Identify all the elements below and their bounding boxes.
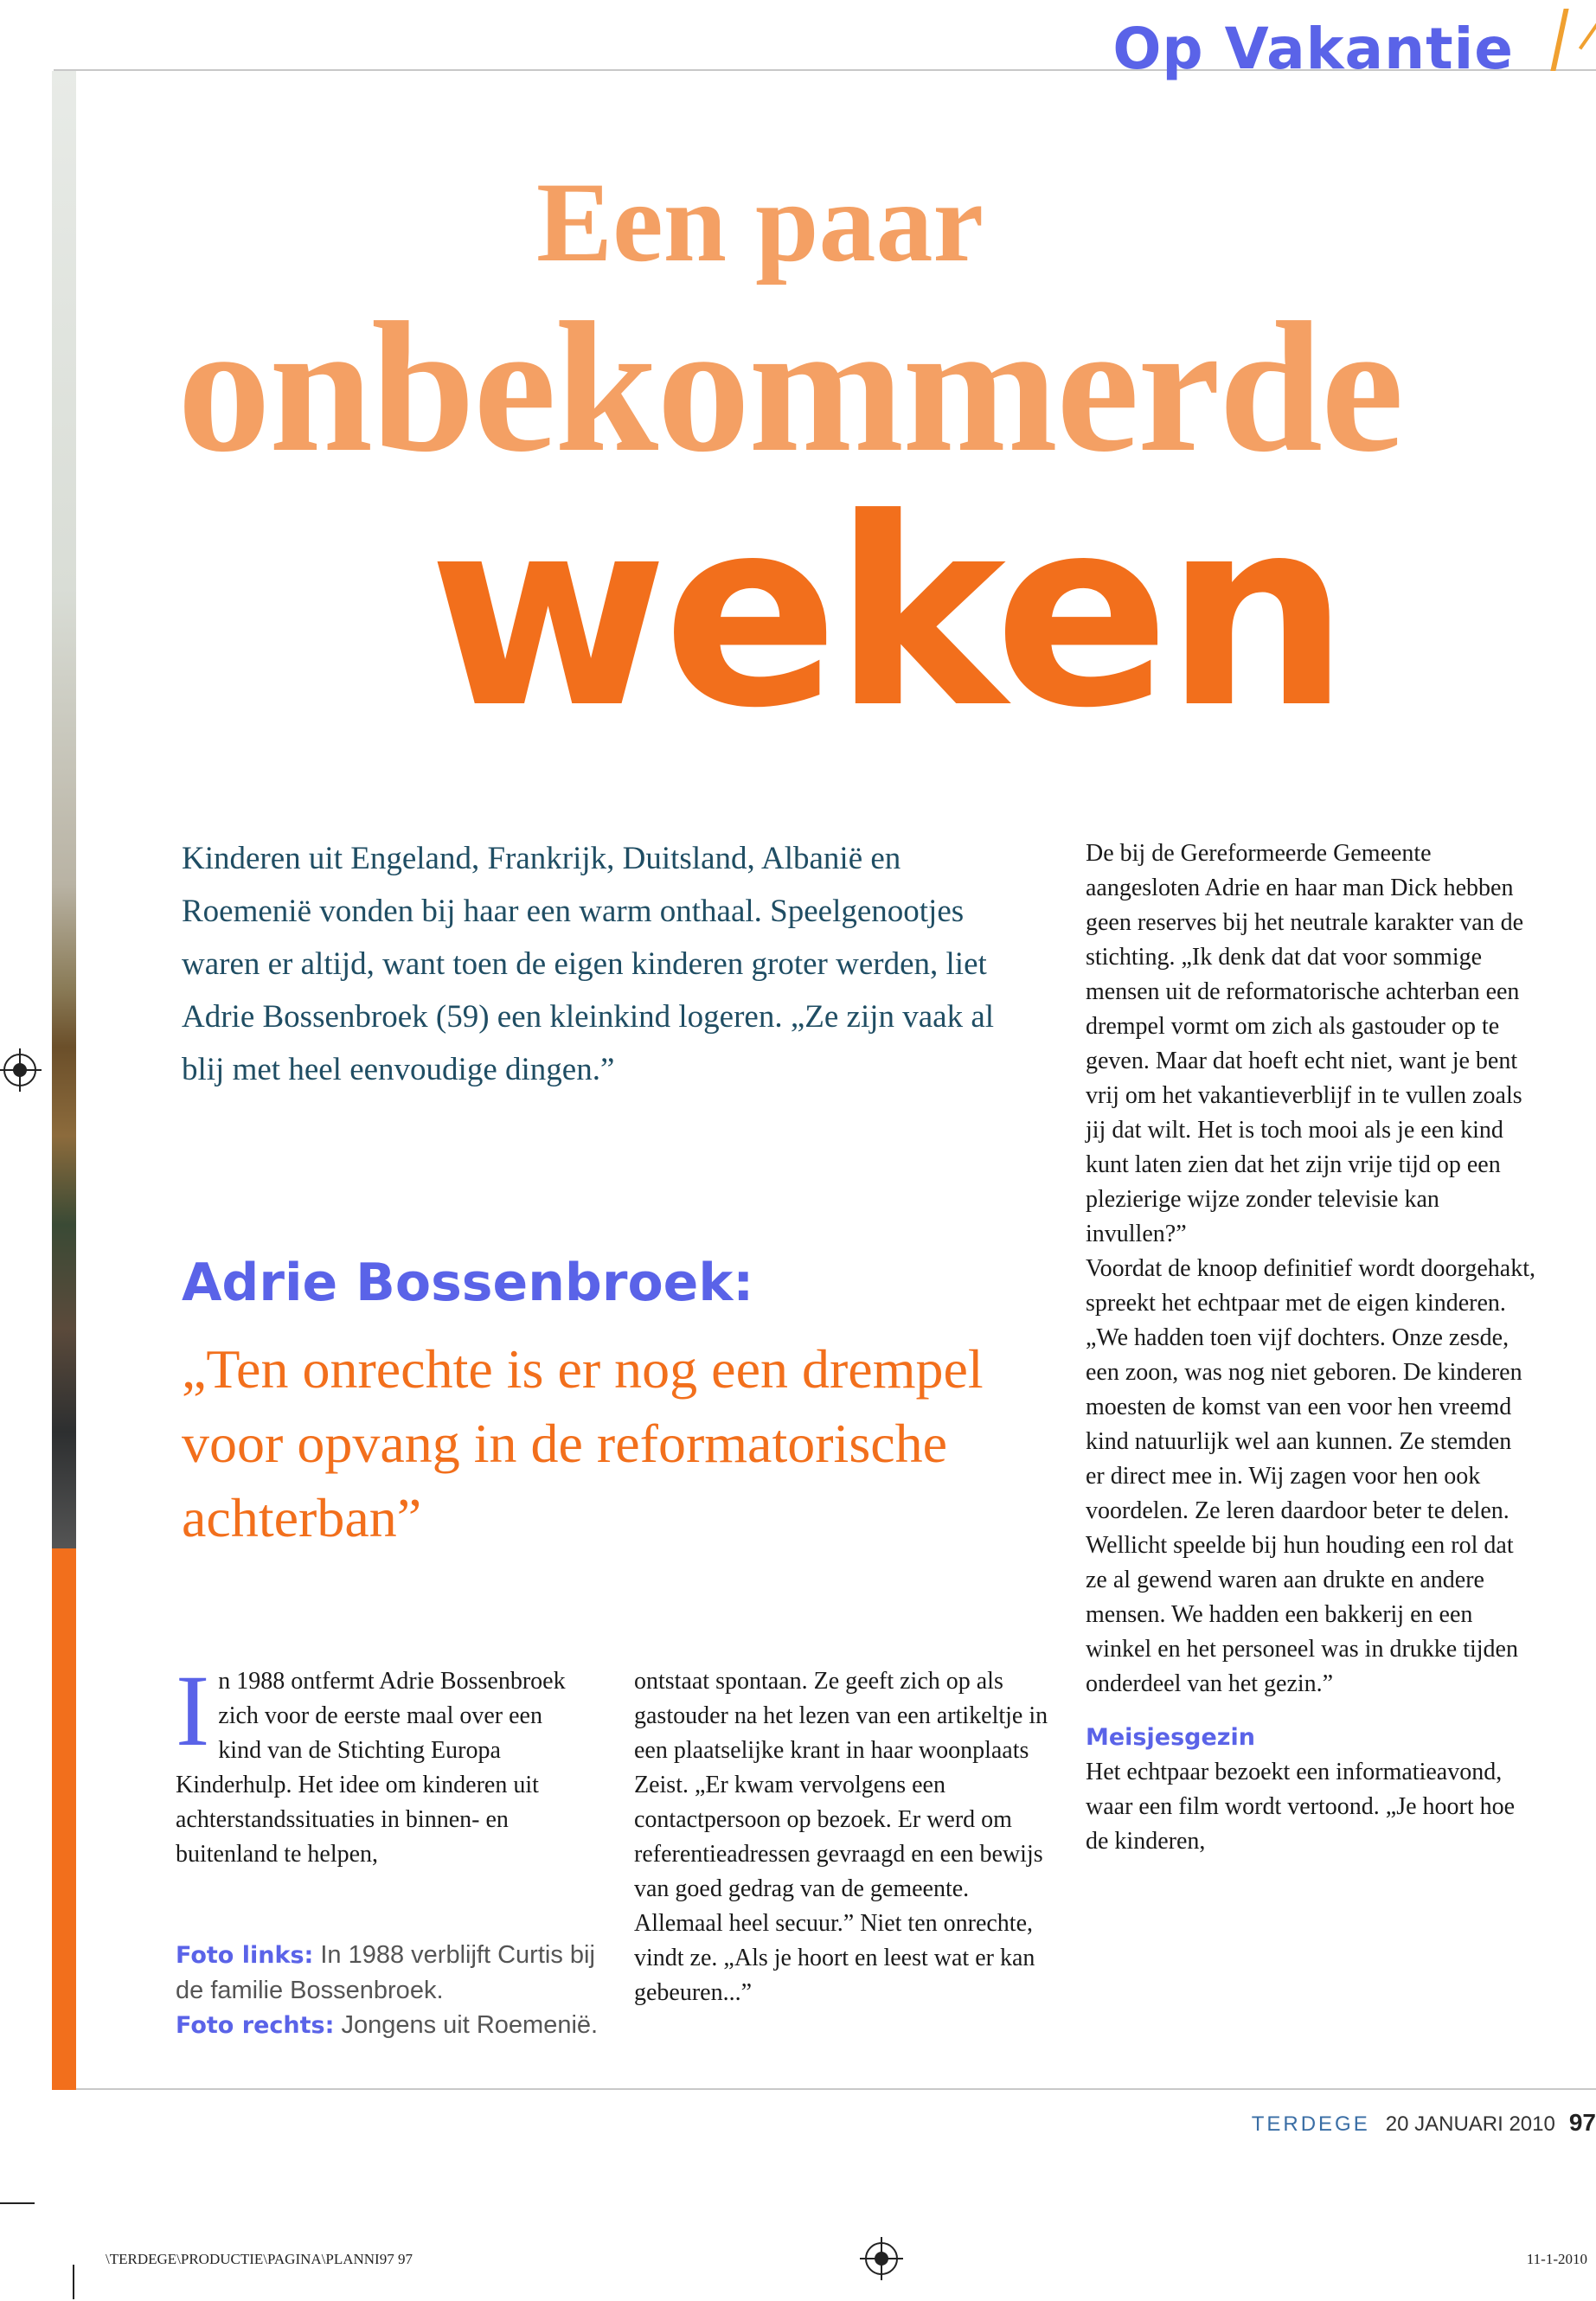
page-frame-bottom	[54, 2088, 1596, 2090]
registration-mark-left	[3, 1054, 36, 1086]
caption-left-label: Foto links:	[176, 1942, 314, 1969]
caption-right-label: Foto rechts:	[176, 2012, 335, 2039]
column-3-paragraph-2: Voordat de knoop definitief wordt doorgehakt, spreekt het echtpaar met de eigen kinderen. „We hadden toen vijf dochters. Onze zesde, een zoon, was nog niet geboren. De kinderen moesten de komst van een voor hen vreemd kind natuurlijk wel aan kunnen. Ze stemden er direct mee in. Wij zagen voor hen ook voordelen. Ze leren daardoor beter te delen. Wellicht speelde bij hun houding een rol dat ze al gewend waren aan drukte en andere mensen. We hadden een bakkerij en een winkel en het personeel was in drukke tijden onderdeel van het gezin.”	[1086, 1255, 1535, 1697]
corner-decoration-stroke	[1579, 19, 1596, 49]
column-1-text: n 1988 ontfermt Adrie Bossenbroek zich voor de eerste maal over een kind van de Stichting Europa Kinderhulp. Het idee om kinderen uit achterstandssituaties in binnen- en buitenland te helpen,	[176, 1668, 566, 1868]
article-column-1	[176, 1654, 591, 1872]
article-column-3	[1086, 836, 1535, 1859]
headline-line-2: onbekommerde	[177, 284, 1402, 490]
headline-line-3: weken	[428, 463, 1345, 765]
intro-paragraph: Kinderen uit Engeland, Frankrijk, Duitsland, Albanië en Roemenië vonden bij haar een warm onthaal. Speelgenootjes waren er altijd, want toen de eigen kinderen groter werden, liet Adrie Bossenbroek (59) een kleinkind logeren. „Ze zijn vaak al blij met heel eenvoudige dingen.”	[182, 841, 995, 1087]
accent-bar	[52, 1548, 76, 2090]
column-3-paragraph-3: Het echtpaar bezoekt een informatieavond, waar een film wordt vertoond. „Je hoort hoe de kinderen,	[1086, 1759, 1516, 1855]
crop-mark-vertical	[73, 2265, 74, 2299]
photo-caption	[176, 1938, 625, 2043]
subtitle-name: Adrie Bossenbroek:	[182, 1253, 754, 1313]
slug-date: 11-1-2010	[1526, 2251, 1587, 2267]
crop-mark-horizontal	[0, 2202, 35, 2204]
headline-line-1: Een paar	[536, 158, 984, 285]
caption-right-text: Jongens uit Roemenië.	[334, 2011, 599, 2039]
section-tag: Op Vakantie	[1112, 16, 1514, 82]
footer-date: 20 JANUARI 2010	[1385, 2112, 1555, 2136]
drop-cap: I	[176, 1654, 210, 1767]
page-number: 97	[1568, 2109, 1596, 2136]
footer-brand: TERDEGE	[1251, 2112, 1370, 2136]
registration-mark-bottom	[865, 2242, 898, 2275]
subtitle-quote: „Ten onrechte is er nog een drempel voor opvang in de reformatorische achterban”	[182, 1338, 984, 1548]
page-footer	[1252, 2109, 1596, 2137]
column-2-text: ontstaat spontaan. Ze geeft zich op als gastouder na het lezen van een artikeltje in een plaatselijke krant in haar woonplaats Zeist. „Er kwam vervolgens een contactpersoon op bezoek. Er werd om referentieadressen gevraagd en een bewijs van goed gedrag van de gemeente. Allemaal heel secuur.” Niet ten onrechte, vindt ze. „Als je hoort en leest wat er kan gebeuren...”	[634, 1668, 1048, 2006]
photo-strip	[52, 71, 76, 1550]
corner-decoration	[1550, 9, 1568, 71]
caption-left-text: In 1988 verblijft Curtis bij de familie Bossenbroek.	[176, 1941, 595, 2004]
column-3-paragraph-1: De bij de Gereformeerde Gemeente aangesloten Adrie en haar man Dick hebben geen reserves bij het neutrale karakter van de stichting. „Ik denk dat dat voor sommige mensen uit de reformatorische achterban een drempel vormt om zich als gastouder op te geven. Maar dat hoeft echt niet, want je bent vrij om het vakantieverblijf in te vullen zoals jij dat wilt. Het is toch mooi als je een kind kunt laten zien dat het zijn vrije tijd op een plezierige wijze zonder televisie kan invullen?”	[1086, 840, 1524, 1247]
column-3-subhead: Meisjesgezin	[1086, 1724, 1255, 1751]
article-column-2	[634, 1664, 1049, 2010]
slug-path: \TERDEGE\PRODUCTIE\PAGINA\PLANNI97 97	[106, 2251, 413, 2267]
